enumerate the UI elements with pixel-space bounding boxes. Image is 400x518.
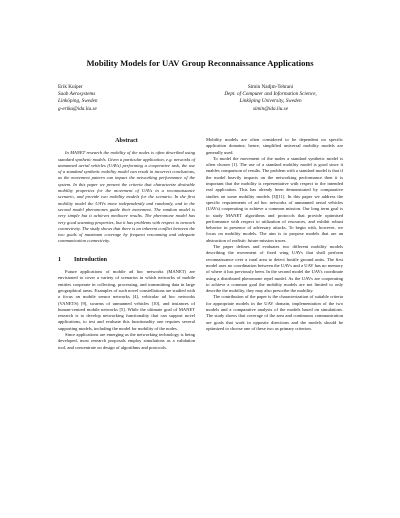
author-block-2 <box>198 84 343 113</box>
left-column <box>58 138 195 351</box>
author-email: g-eriku@ida.liu.se <box>58 105 97 112</box>
paper-title: Mobility Models for UAV Group Reconnaissance Applications <box>86 58 314 68</box>
section-title: Introduction <box>74 256 108 263</box>
right-paragraph-1: Mobility models are often considered to be dependent on specific application domains; hence, simplified universal mobility models are generally used. <box>206 137 343 155</box>
author-affiliation: Dept. of Computer and Information Science, <box>224 91 317 98</box>
author-location: Linköping University, Sweden <box>239 98 302 105</box>
section-number: 1 <box>58 256 62 263</box>
introduction-heading <box>58 257 195 263</box>
author-name: Simin Nadjm-Tehrani <box>247 84 294 90</box>
right-paragraph-2: To model the movement of the nodes a standard synthetic model is often chosen [1]. The use of a standard mobility model is good since it enables comparison of results. The problem with a standard model is that if the model heavily impacts on the networking performance then it is important that the mobility is representative with respect to the intended real application. This has already been demonstrated by comparative studies on some mobility models [3][11]. In this paper we address the specific requirements of ad hoc networks of unmanned aerial vehicles (UAVs) cooperating to achieve a common mission. Our long term goal is to study MANET algorithms and protocols that provide optimised performance with respect to utilization of resources, and exhibit robust behavior in presence of adversary attacks. To begin with, however, we focus on mobility models. The aim is to propose models that are an abstraction of realistic future mission traces. <box>206 155 343 243</box>
author-affiliation: Saab Aerosystems <box>58 91 96 98</box>
right-paragraph-4: The contribution of the paper is the characterization of suitable criteria for appropriate models in the UAV domain, implementation of the two models and a comparative analysis of the models based on simulations. The study shows that coverage of the area and continuous communication are goals that work in opposite directions and the models should be optimized to choose one of these two as primary criterion. <box>206 294 343 331</box>
author-block-1 <box>58 84 97 113</box>
abstract-heading: Abstract <box>115 138 138 144</box>
author-name: Erik Kuiper <box>58 84 83 90</box>
author-location: Linköping, Sweden <box>58 98 98 105</box>
intro-paragraph-2: Since applications are emerging as the networking technology is being developed, most research proposals employ simulations as a validation tool, and concentrate on design of algorithms and protocols. <box>58 332 195 350</box>
intro-paragraph-1: Future applications of mobile ad hoc networks (MANET) are envisioned to cover a variety of scenarios in which networks of mobile entities cooperate in collecting, processing, and transmitting data in large geographical areas. Examples of such novel constellations are studied with a focus on mobile sensor networks [4], vehicular ad hoc networks (VANETS) [9], swarms of unmanned vehicles [10], and instances of human-centred mobile networks [5]. While the ultimate goal of MANET research is to develop networking functionality that can support novel applications, to test and evaluate this functionality one requires several supporting models, including the model for mobility of the nodes. <box>58 269 195 331</box>
author-email: simin@ida.liu.se <box>252 105 289 112</box>
right-column <box>206 137 343 332</box>
right-paragraph-3: The paper defines and evaluates two different mobility models describing the movement of fixed wing UAVs that shall perform reconnaissance over a rural area to detect hostile ground units. The first model uses no coordination between the UAVs and a UAV has no memory of where it has previously been. In the second model the UAVs coordinate using a distributed pheromone repel model. As the UAVs are cooperating to achieve a common goal the mobility models are not limited to only describe the mobility, they may also prescribe the mobility. <box>206 244 343 294</box>
abstract-text: In MANET research the mobility of the nodes is often described using standard synthetic models. Given a particular application, e.g. networks of unmanned aerial vehicles (UAVs) performing a cooperative task, the use of a standard synthetic mobility model can result in incorrect conclusions, as the movement pattern can impact the networking performance of the system. In this paper we present the criteria that characterize desirable mobility properties for the movement of UAVs in a reconnaissance scenario, and provide two mobility models for the scenario. In the first mobility model the UAVs move independently and randomly, and in the second model pheromones guide their movement. The random model is very simple but it achieves mediocre results. The pheromone model has very good scanning properties, but it has problems with respect to network connectivity. The study shows that there is an inherent conflict between the two goals of maximum coverage by frequent rescanning and adequate communication connectivity. <box>58 150 195 244</box>
